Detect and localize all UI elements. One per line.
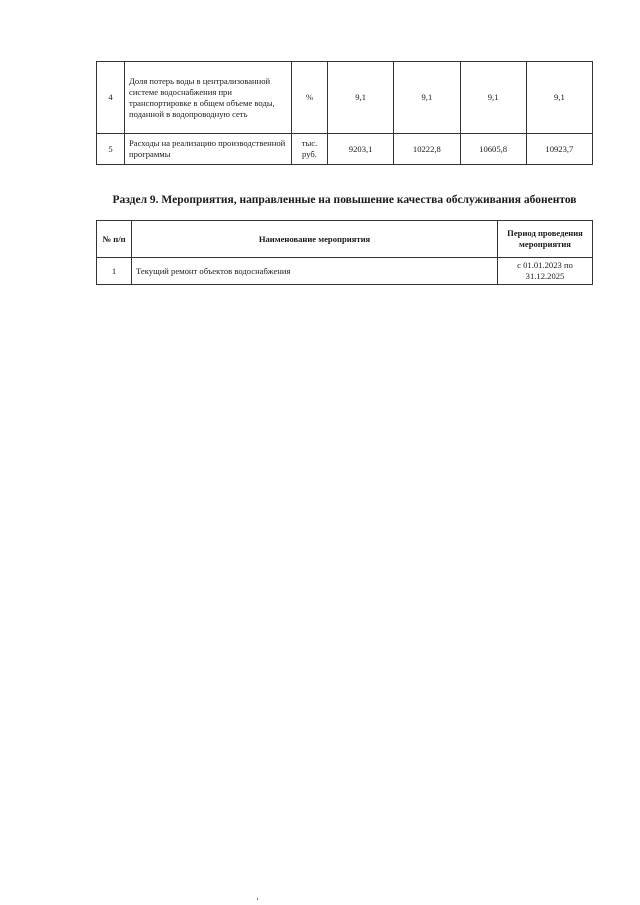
indicator-value: 9,1 — [526, 62, 592, 134]
events-table — [96, 220, 593, 285]
indicator-name: Доля потерь воды в централизованной системе водоснабжения при транспортировке в общем объеме воды, поданной в водопроводную сеть — [125, 62, 292, 134]
indicator-value: 9203,1 — [328, 134, 394, 165]
indicator-unit: % — [292, 62, 328, 134]
indicator-value: 9,1 — [394, 62, 460, 134]
section-title: Раздел 9. Мероприятия, направленные на повышение качества обслуживания абонентов — [112, 194, 577, 206]
row-number: 5 — [97, 134, 125, 165]
indicator-value: 10605,8 — [460, 134, 526, 165]
row-number: 4 — [97, 62, 125, 134]
indicator-name: Расходы на реализацию производственной программы — [125, 134, 292, 165]
table-row — [97, 62, 593, 134]
table-row — [97, 134, 593, 165]
indicators-table — [96, 61, 593, 165]
event-period: с 01.01.2023 по 31.12.2025 — [498, 258, 593, 285]
indicator-value: 10923,7 — [526, 134, 592, 165]
header-number: № п/п — [97, 221, 132, 258]
table-row — [97, 258, 593, 285]
header-event-name: Наименование мероприятия — [132, 221, 498, 258]
indicator-unit: тыс. руб. — [292, 134, 328, 165]
header-period: Период проведения мероприятия — [498, 221, 593, 258]
scan-mark — [257, 898, 258, 900]
indicator-value: 10222,8 — [394, 134, 460, 165]
event-number: 1 — [97, 258, 132, 285]
indicator-value: 9,1 — [460, 62, 526, 134]
table-header-row — [97, 221, 593, 258]
event-name: Текущий ремонт объектов водоснабжения — [132, 258, 498, 285]
indicator-value: 9,1 — [328, 62, 394, 134]
